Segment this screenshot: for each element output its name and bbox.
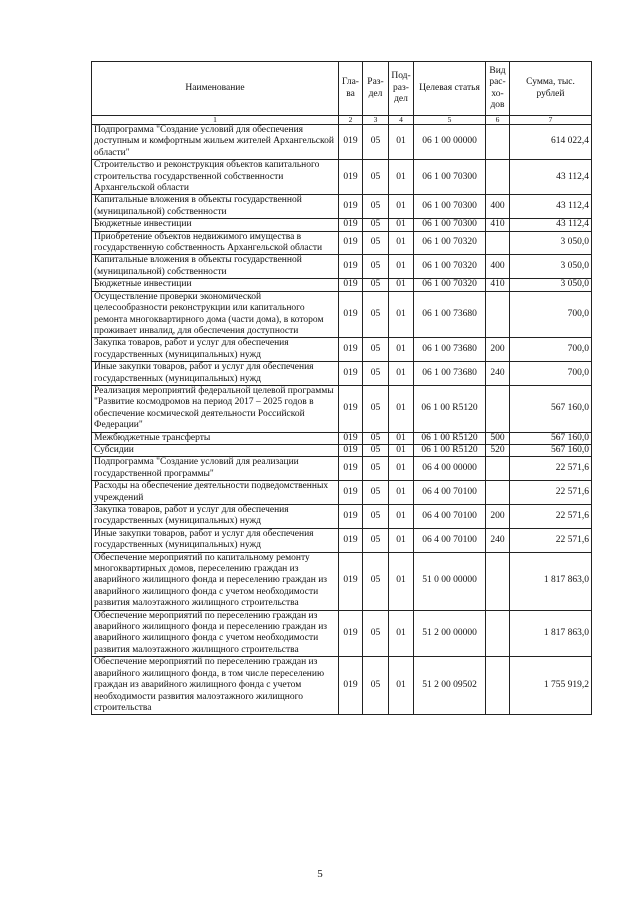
table-row — [92, 231, 592, 255]
column-number: 7 — [510, 116, 592, 125]
cell-name: Капитальные вложения в объекты государственной (муниципальной) собственности — [92, 255, 339, 279]
cell-name: Обеспечение мероприятий по переселению граждан из аварийного жилищного фонда и переселению граждан из аварийного жилищного фонда с учетом необходимости развития малоэтажного жилищного строительства — [92, 610, 339, 657]
cell-name: Иные закупки товаров, работ и услуг для обеспечения государственных (муниципальных) нужд — [92, 362, 339, 386]
cell-statya: 06 1 00 70320 — [414, 279, 486, 291]
cell-podrazdel: 01 — [389, 219, 414, 231]
table-row — [92, 385, 592, 432]
cell-summa: 1 817 863,0 — [510, 610, 592, 657]
cell-name: Закупка товаров, работ и услуг для обеспечения государственных (муниципальных) нужд — [92, 338, 339, 362]
cell-name: Подпрограмма "Создание условий для реализации государственной программы" — [92, 457, 339, 481]
cell-name: Реализация мероприятий федеральной целевой программы "Развитие космодромов на период 2017 – 2025 годов в обеспечение космической деятельности Российской Федерации" — [92, 385, 339, 432]
cell-statya: 06 1 00 R5120 — [414, 385, 486, 432]
cell-razdel: 05 — [363, 610, 389, 657]
cell-summa: 567 160,0 — [510, 432, 592, 444]
cell-statya: 06 1 00 00000 — [414, 125, 486, 160]
cell-glava: 019 — [339, 125, 363, 160]
cell-statya: 06 1 00 R5120 — [414, 432, 486, 444]
cell-statya: 06 1 00 70320 — [414, 231, 486, 255]
cell-podrazdel: 01 — [389, 195, 414, 219]
cell-summa: 700,0 — [510, 362, 592, 386]
column-number: 1 — [92, 116, 339, 125]
cell-vid: 240 — [486, 528, 510, 552]
cell-summa: 614 022,4 — [510, 125, 592, 160]
cell-name: Подпрограмма "Создание условий для обеспечения доступным и комфортным жильем жителей Архангельской области" — [92, 125, 339, 160]
cell-summa: 22 571,6 — [510, 457, 592, 481]
header-razdel: Раз-дел — [363, 62, 389, 116]
cell-vid: 520 — [486, 444, 510, 456]
cell-statya: 06 1 00 70300 — [414, 195, 486, 219]
cell-vid — [486, 231, 510, 255]
cell-podrazdel: 01 — [389, 279, 414, 291]
cell-podrazdel: 01 — [389, 505, 414, 529]
column-number-row — [92, 116, 592, 125]
cell-summa: 3 050,0 — [510, 231, 592, 255]
cell-glava: 019 — [339, 481, 363, 505]
cell-razdel: 05 — [363, 362, 389, 386]
cell-vid: 200 — [486, 505, 510, 529]
cell-razdel: 05 — [363, 505, 389, 529]
cell-name: Межбюджетные трансферты — [92, 432, 339, 444]
table-row — [92, 279, 592, 291]
cell-vid — [486, 457, 510, 481]
cell-summa: 700,0 — [510, 291, 592, 338]
cell-glava: 019 — [339, 610, 363, 657]
cell-name: Обеспечение мероприятий по капитальному ремонту многоквартирных домов, переселению граждан из аварийного жилищного фонда и переселению граждан из аварийного жилищного фонда с учетом необходимости развития малоэтажного жилищного строительства — [92, 552, 339, 610]
cell-podrazdel: 01 — [389, 528, 414, 552]
cell-podrazdel: 01 — [389, 338, 414, 362]
cell-statya: 51 2 00 09502 — [414, 657, 486, 715]
cell-vid — [486, 657, 510, 715]
cell-podrazdel: 01 — [389, 657, 414, 715]
cell-name: Закупка товаров, работ и услуг для обеспечения государственных (муниципальных) нужд — [92, 505, 339, 529]
table-row — [92, 528, 592, 552]
cell-vid: 240 — [486, 362, 510, 386]
cell-glava: 019 — [339, 457, 363, 481]
column-number: 2 — [339, 116, 363, 125]
cell-podrazdel: 01 — [389, 610, 414, 657]
cell-razdel: 05 — [363, 160, 389, 195]
cell-glava: 019 — [339, 528, 363, 552]
cell-razdel: 05 — [363, 231, 389, 255]
cell-vid: 410 — [486, 219, 510, 231]
cell-summa: 700,0 — [510, 338, 592, 362]
column-number: 4 — [389, 116, 414, 125]
cell-statya: 06 4 00 70100 — [414, 528, 486, 552]
cell-podrazdel: 01 — [389, 481, 414, 505]
cell-summa: 43 112,4 — [510, 160, 592, 195]
column-number: 3 — [363, 116, 389, 125]
cell-glava: 019 — [339, 338, 363, 362]
cell-razdel: 05 — [363, 481, 389, 505]
cell-summa: 22 571,6 — [510, 481, 592, 505]
cell-statya: 06 1 00 70300 — [414, 219, 486, 231]
table-row — [92, 432, 592, 444]
cell-razdel: 05 — [363, 125, 389, 160]
cell-summa: 22 571,6 — [510, 505, 592, 529]
cell-podrazdel: 01 — [389, 552, 414, 610]
cell-name: Обеспечение мероприятий по переселению граждан из аварийного жилищного фонда, в том числе переселению граждан из аварийного жилищного фонда с учетом необходимости развития малоэтажного жилищного строительства — [92, 657, 339, 715]
cell-razdel: 05 — [363, 657, 389, 715]
cell-summa: 43 112,4 — [510, 219, 592, 231]
cell-summa: 1 817 863,0 — [510, 552, 592, 610]
header-summa: Сумма, тыс. рублей — [510, 62, 592, 116]
cell-glava: 019 — [339, 195, 363, 219]
header-vid: Вид рас-хо-дов — [486, 62, 510, 116]
cell-glava: 019 — [339, 160, 363, 195]
cell-vid: 500 — [486, 432, 510, 444]
cell-vid: 400 — [486, 195, 510, 219]
table-row — [92, 291, 592, 338]
cell-glava: 019 — [339, 219, 363, 231]
cell-podrazdel: 01 — [389, 362, 414, 386]
cell-glava: 019 — [339, 552, 363, 610]
cell-statya: 51 0 00 00000 — [414, 552, 486, 610]
table-row — [92, 362, 592, 386]
cell-glava: 019 — [339, 255, 363, 279]
cell-glava: 019 — [339, 657, 363, 715]
table-row — [92, 505, 592, 529]
cell-razdel: 05 — [363, 219, 389, 231]
cell-statya: 06 4 00 70100 — [414, 505, 486, 529]
cell-razdel: 05 — [363, 432, 389, 444]
cell-vid — [486, 610, 510, 657]
header-statya: Целевая статья — [414, 62, 486, 116]
cell-glava: 019 — [339, 444, 363, 456]
cell-name: Осуществление проверки экономической целесообразности реконструкции или капитального ремонта многоквартирного дома (части дома), в котором проживает инвалид, для обеспечения доступности — [92, 291, 339, 338]
cell-vid — [486, 481, 510, 505]
cell-summa: 3 050,0 — [510, 255, 592, 279]
cell-name: Приобретение объектов недвижимого имущества в государственную собственность Архангельской области — [92, 231, 339, 255]
cell-name: Бюджетные инвестиции — [92, 219, 339, 231]
table-row — [92, 552, 592, 610]
cell-glava: 019 — [339, 385, 363, 432]
cell-vid: 410 — [486, 279, 510, 291]
cell-vid — [486, 291, 510, 338]
cell-podrazdel: 01 — [389, 385, 414, 432]
cell-razdel: 05 — [363, 291, 389, 338]
cell-statya: 06 1 00 73680 — [414, 362, 486, 386]
table-row — [92, 610, 592, 657]
table-row — [92, 219, 592, 231]
cell-vid — [486, 385, 510, 432]
cell-statya: 06 1 00 R5120 — [414, 444, 486, 456]
cell-vid: 400 — [486, 255, 510, 279]
page-number: 5 — [317, 868, 323, 880]
table-row — [92, 255, 592, 279]
cell-statya: 06 4 00 70100 — [414, 481, 486, 505]
cell-podrazdel: 01 — [389, 457, 414, 481]
cell-razdel: 05 — [363, 195, 389, 219]
cell-statya: 51 2 00 00000 — [414, 610, 486, 657]
table-row — [92, 457, 592, 481]
cell-razdel: 05 — [363, 385, 389, 432]
cell-statya: 06 1 00 73680 — [414, 338, 486, 362]
cell-glava: 019 — [339, 432, 363, 444]
table-body — [92, 125, 592, 715]
cell-razdel: 05 — [363, 457, 389, 481]
cell-name: Субсидии — [92, 444, 339, 456]
cell-summa: 567 160,0 — [510, 444, 592, 456]
cell-glava: 019 — [339, 231, 363, 255]
cell-razdel: 05 — [363, 255, 389, 279]
cell-podrazdel: 01 — [389, 432, 414, 444]
cell-glava: 019 — [339, 279, 363, 291]
cell-glava: 019 — [339, 362, 363, 386]
cell-podrazdel: 01 — [389, 444, 414, 456]
cell-statya: 06 1 00 70300 — [414, 160, 486, 195]
cell-podrazdel: 01 — [389, 125, 414, 160]
table-row — [92, 444, 592, 456]
cell-vid — [486, 125, 510, 160]
header-podrazdel: Под-раз-дел — [389, 62, 414, 116]
cell-podrazdel: 01 — [389, 160, 414, 195]
table-row — [92, 160, 592, 195]
cell-glava: 019 — [339, 505, 363, 529]
cell-vid — [486, 552, 510, 610]
cell-name: Иные закупки товаров, работ и услуг для обеспечения государственных (муниципальных) нужд — [92, 528, 339, 552]
cell-razdel: 05 — [363, 279, 389, 291]
cell-glava: 019 — [339, 291, 363, 338]
cell-summa: 22 571,6 — [510, 528, 592, 552]
cell-razdel: 05 — [363, 444, 389, 456]
cell-name: Капитальные вложения в объекты государственной (муниципальной) собственности — [92, 195, 339, 219]
cell-name: Бюджетные инвестиции — [92, 279, 339, 291]
column-number: 5 — [414, 116, 486, 125]
cell-summa: 567 160,0 — [510, 385, 592, 432]
cell-podrazdel: 01 — [389, 231, 414, 255]
cell-statya: 06 1 00 70320 — [414, 255, 486, 279]
cell-statya: 06 1 00 73680 — [414, 291, 486, 338]
cell-podrazdel: 01 — [389, 255, 414, 279]
cell-summa: 1 755 919,2 — [510, 657, 592, 715]
cell-razdel: 05 — [363, 552, 389, 610]
cell-summa: 3 050,0 — [510, 279, 592, 291]
header-name: Наименование — [92, 62, 339, 116]
column-number: 6 — [486, 116, 510, 125]
cell-name: Строительство и реконструкция объектов капитального строительства государственной собственности Архангельской области — [92, 160, 339, 195]
cell-podrazdel: 01 — [389, 291, 414, 338]
table-row — [92, 657, 592, 715]
table-row — [92, 481, 592, 505]
table-row — [92, 195, 592, 219]
table-row — [92, 338, 592, 362]
cell-summa: 43 112,4 — [510, 195, 592, 219]
header-glava: Гла-ва — [339, 62, 363, 116]
budget-table — [91, 61, 592, 715]
table-row — [92, 125, 592, 160]
table-header-row — [92, 62, 592, 116]
cell-razdel: 05 — [363, 338, 389, 362]
cell-statya: 06 4 00 00000 — [414, 457, 486, 481]
cell-name: Расходы на обеспечение деятельности подведомственных учреждений — [92, 481, 339, 505]
cell-vid — [486, 160, 510, 195]
cell-vid: 200 — [486, 338, 510, 362]
cell-razdel: 05 — [363, 528, 389, 552]
